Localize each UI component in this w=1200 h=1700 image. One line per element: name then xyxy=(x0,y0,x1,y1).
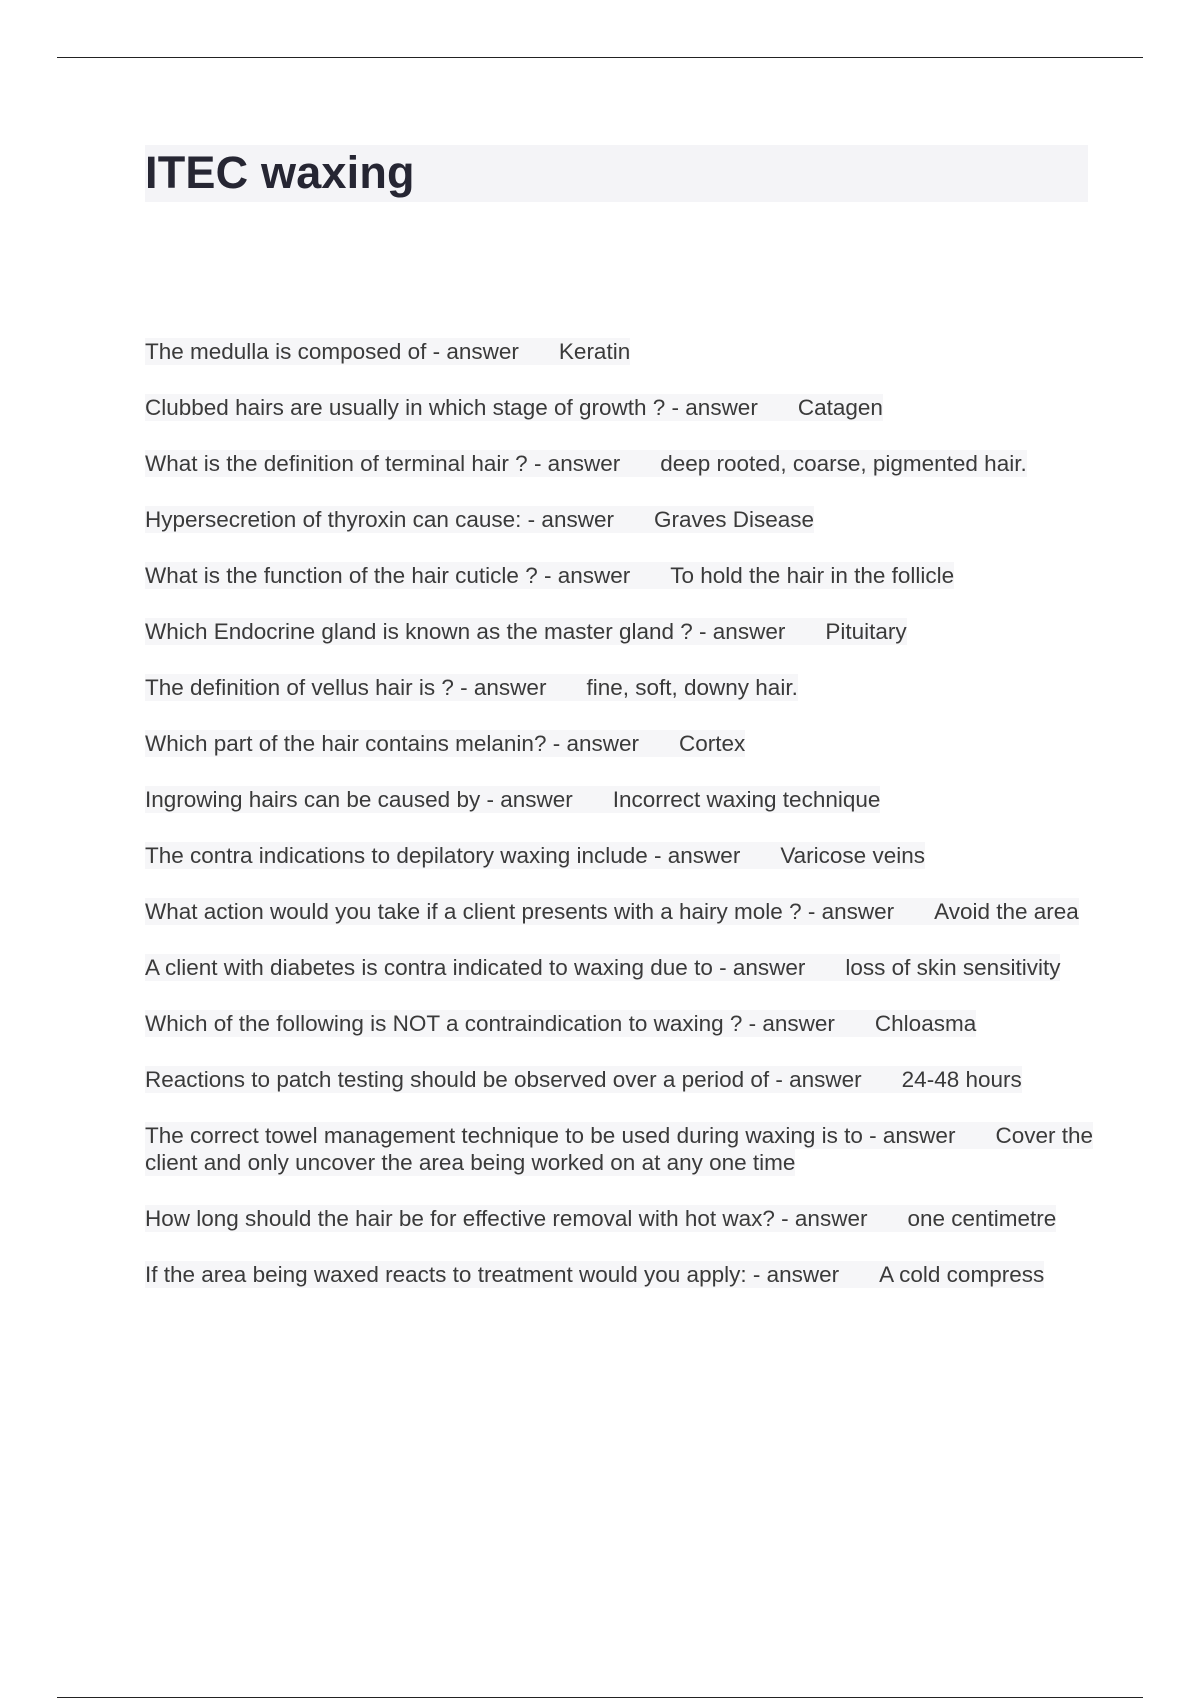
page-title: ITEC waxing xyxy=(145,147,415,198)
answer-text: Cover the client and only uncover the area being worked on at any one time xyxy=(145,1123,1094,1175)
answer-text: one centimetre xyxy=(907,1206,1057,1231)
answer-text: 24-48 hours xyxy=(901,1067,1022,1092)
question-text: The definition of vellus hair is ? - answer xyxy=(145,675,547,700)
list-item xyxy=(145,1066,1095,1093)
question-text: What action would you take if a client presents with a hairy mole ? - answer xyxy=(145,899,895,924)
list-item xyxy=(145,1261,1095,1288)
question-text: What is the definition of terminal hair ? - answer xyxy=(145,451,621,476)
qa-list xyxy=(145,338,1095,1317)
question-text: If the area being waxed reacts to treatment would you apply: - answer xyxy=(145,1262,840,1287)
answer-text: Avoid the area xyxy=(934,899,1079,924)
list-item xyxy=(145,674,1095,701)
list-item xyxy=(145,338,1095,365)
question-text: How long should the hair be for effective removal with hot wax? - answer xyxy=(145,1206,868,1231)
answer-text: loss of skin sensitivity xyxy=(845,955,1061,980)
question-text: What is the function of the hair cuticle ? - answer xyxy=(145,563,631,588)
answer-text: Cortex xyxy=(679,731,746,756)
list-item xyxy=(145,1010,1095,1037)
question-text: Which Endocrine gland is known as the master gland ? - answer xyxy=(145,619,786,644)
list-item xyxy=(145,562,1095,589)
question-text: The medulla is composed of - answer xyxy=(145,339,519,364)
list-item xyxy=(145,394,1095,421)
bottom-rule xyxy=(57,1697,1143,1698)
question-text: Which of the following is NOT a contraindication to waxing ? - answer xyxy=(145,1011,835,1036)
list-item xyxy=(145,730,1095,757)
answer-text: Keratin xyxy=(558,339,631,364)
answer-text: Incorrect waxing technique xyxy=(612,787,881,812)
list-item xyxy=(145,506,1095,533)
question-text: A client with diabetes is contra indicated to waxing due to - answer xyxy=(145,955,806,980)
answer-text: Graves Disease xyxy=(653,507,815,532)
list-item xyxy=(145,1205,1095,1232)
question-text: Reactions to patch testing should be observed over a period of - answer xyxy=(145,1067,862,1092)
question-text: Clubbed hairs are usually in which stage of growth ? - answer xyxy=(145,395,758,420)
list-item xyxy=(145,450,1095,477)
question-text: Hypersecretion of thyroxin can cause: - answer xyxy=(145,507,614,532)
list-item xyxy=(145,842,1095,869)
answer-text: Catagen xyxy=(797,395,883,420)
question-text: Which part of the hair contains melanin? - answer xyxy=(145,731,639,756)
answer-text: deep rooted, coarse, pigmented hair. xyxy=(660,451,1027,476)
question-text: The correct towel management technique to be used during waxing is to - answer xyxy=(145,1123,956,1148)
list-item xyxy=(145,898,1095,925)
answer-text: Chloasma xyxy=(874,1011,977,1036)
answer-text: fine, soft, downy hair. xyxy=(586,675,798,700)
list-item xyxy=(145,786,1095,813)
question-text: Ingrowing hairs can be caused by - answer xyxy=(145,787,573,812)
list-item xyxy=(145,618,1095,645)
list-item xyxy=(145,954,1095,981)
answer-text: A cold compress xyxy=(879,1262,1045,1287)
question-text: The contra indications to depilatory waxing include - answer xyxy=(145,843,741,868)
list-item xyxy=(145,1122,1095,1176)
top-rule xyxy=(57,57,1143,58)
answer-text: Pituitary xyxy=(825,619,907,644)
answer-text: To hold the hair in the follicle xyxy=(670,563,955,588)
answer-text: Varicose veins xyxy=(780,843,925,868)
